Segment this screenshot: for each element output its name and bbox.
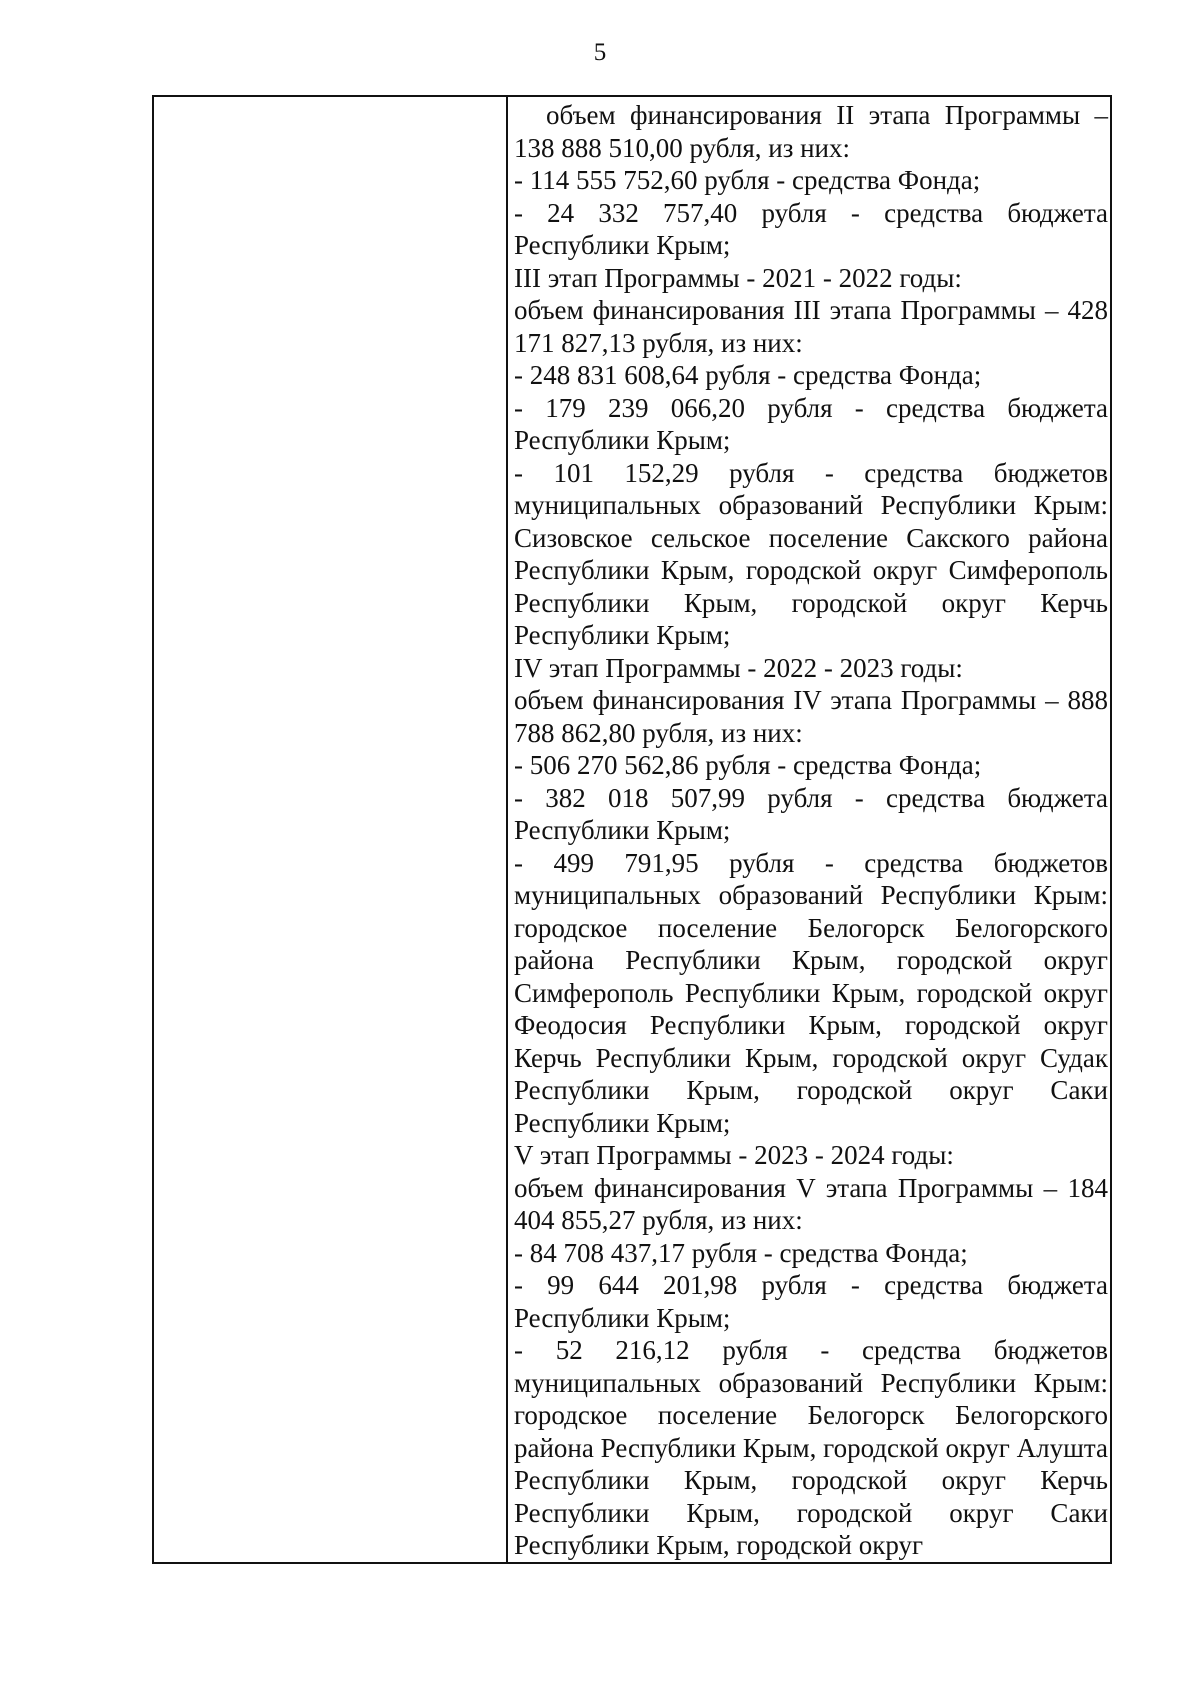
funding-stages-text: объем финансирования II этапа Программы – 138 888 510,00 рубля, из них: - 114 555 752,60 рубля - средства Фонда; - 24 332 757,40 рубля - средства бюджета Республики Крым; III этап Программы - 2021 - 2022 годы: объем финансирования III этапа Программы – 428 171 827,13 рубля, из них: - 248 831 608,64 рубля - средства Фонда; - 179 239 066,20 рубля - средства бюджета Республики Крым; - 101 152,29 рубля - средства бюджетов муниципальных образований Республики Крым: Сизовское сельское поселение Сакского района Республики Крым, городской округ Симферополь Республики Крым, городской округ Керчь Республики Крым; IV этап Программы - 2022 - 2023 годы: объем финансирования IV этапа Программы – 888 788 862,80 рубля, из них: - 506 270 562,86 рубля - средства Фонда; - 382 018 507,99 рубля - средства бюджета Республики Крым; - 499 791,95 рубля - средства бюджетов муниципальных образований Республики Крым: городское поселение Белогорск Белогорского района Республики Крым, городской округ Симферополь Республики Крым, городской округ Феодосия Республики Крым, городской округ Керчь Республики Крым, городской округ Судак Республики Крым, городской округ Саки Республики Крым; V этап Программы - 2023 - 2024 годы: объем финансирования V этапа Программы – 184 404 855,27 рубля, из них: - 84 708 437,17 рубля - средства Фонда; - 99 644 201,98 рубля - средства бюджета Республики Крым; - 52 216,12 рубля - средства бюджетов муниципальных образований Республики Крым: городское поселение Белогорск Белогорского района Республики Крым, городской округ Алушта Республики Крым, городской округ Керчь Республики Крым, городской округ Саки Республики Крым, городской округ (514, 100, 1108, 1560)
table-row (153, 96, 1111, 1563)
table-cell-right (507, 96, 1111, 1563)
page-number: 5 (593, 39, 607, 66)
table-cell-left (153, 96, 507, 1563)
program-funding-table (152, 95, 1112, 1564)
left-cell-text (154, 97, 506, 99)
